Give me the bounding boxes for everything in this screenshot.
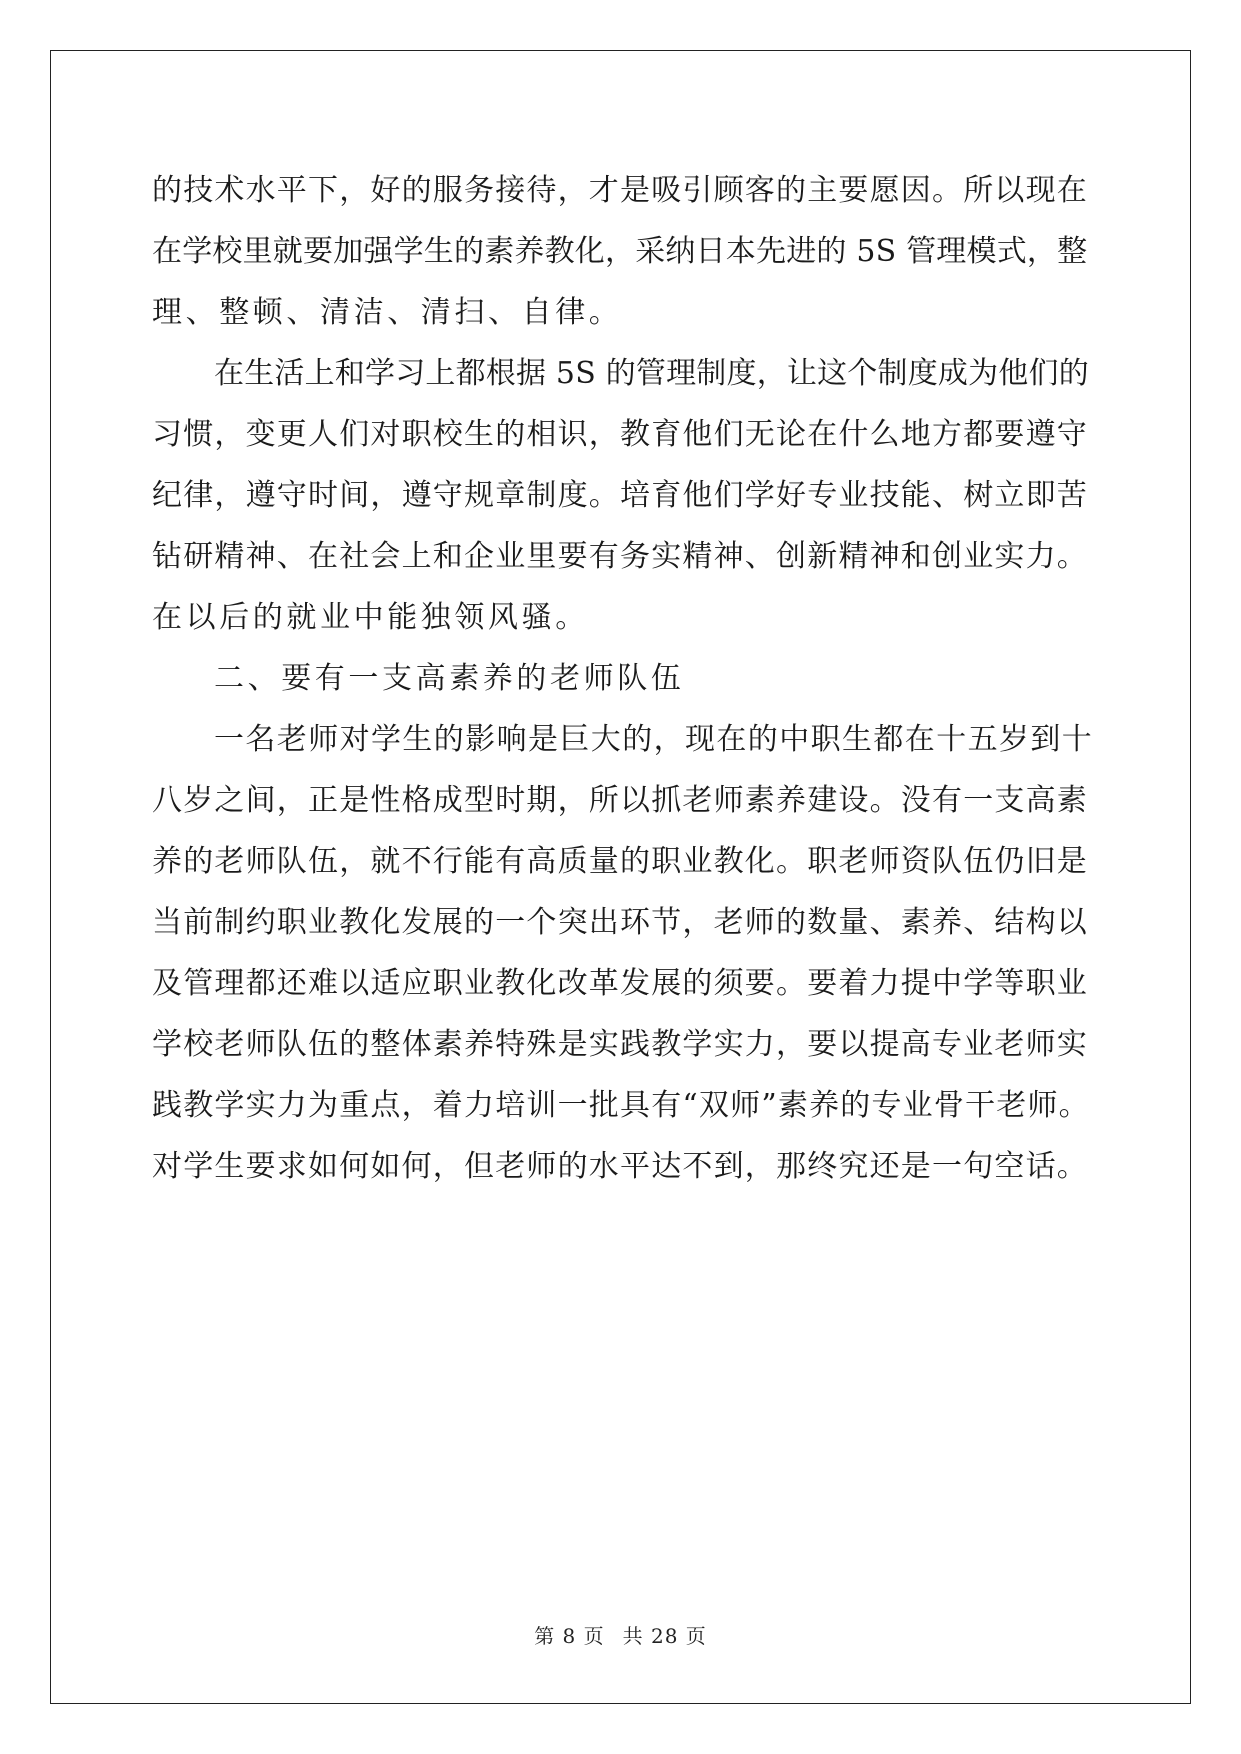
text-line: 理、整顿、清洁、清扫、自律。 [152,295,623,330]
section-heading [152,648,1092,709]
text-line: 纪律，遵守时间，遵守规章制度。培育他们学好专业技能、树立即苦 [152,478,1088,513]
text-line: 在以后的就业中能独领风骚。 [152,600,589,635]
heading-line: 二、要有一支高素养的老师队伍 [214,661,685,696]
text-line: 践教学实力为重点，着力培训一批具有“双师”素养的专业骨干老师。 [152,1088,1090,1123]
paragraph [152,709,1092,1197]
text-line: 的技术水平下，好的服务接待，才是吸引顾客的主要愿因。所以现在 [152,173,1088,208]
text-line: 钻研精神、在社会上和企业里要有务实精神、创新精神和创业实力。 [152,539,1088,574]
text-line: 在学校里就要加强学生的素养教化，采纳日本先进的 5S 管理模式，整 [152,234,1088,269]
paragraph [152,343,1092,648]
text-line: 及管理都还难以适应职业教化改革发展的须要。要着力提中学等职业 [152,966,1088,1001]
text-line: 当前制约职业教化发展的一个突出环节，老师的数量、素养、结构以 [152,905,1088,940]
text-line: 养的老师队伍，就不行能有高质量的职业教化。职老师资队伍仍旧是 [152,844,1088,879]
text-line: 对学生要求如何如何，但老师的水平达不到，那终究还是一句空话。 [152,1149,1088,1184]
text-line: 在生活上和学习上都根据 5S 的管理制度，让这个制度成为他们的 [214,356,1089,391]
text-line: 学校老师队伍的整体素养特殊是实践教学实力，要以提高专业老师实 [152,1027,1088,1062]
document-body [152,160,1092,1197]
page-footer [0,1620,1241,1649]
text-line: 习惯，变更人们对职校生的相识，教育他们无论在什么地方都要遵守 [152,417,1088,452]
page-number: 第 8 页 [534,1624,605,1648]
text-line: 一名老师对学生的影响是巨大的，现在的中职生都在十五岁到十 [214,722,1094,757]
page-total: 共 28 页 [622,1624,707,1648]
paragraph [152,160,1092,343]
text-line: 八岁之间，正是性格成型时期，所以抓老师素养建设。没有一支高素 [152,783,1088,818]
